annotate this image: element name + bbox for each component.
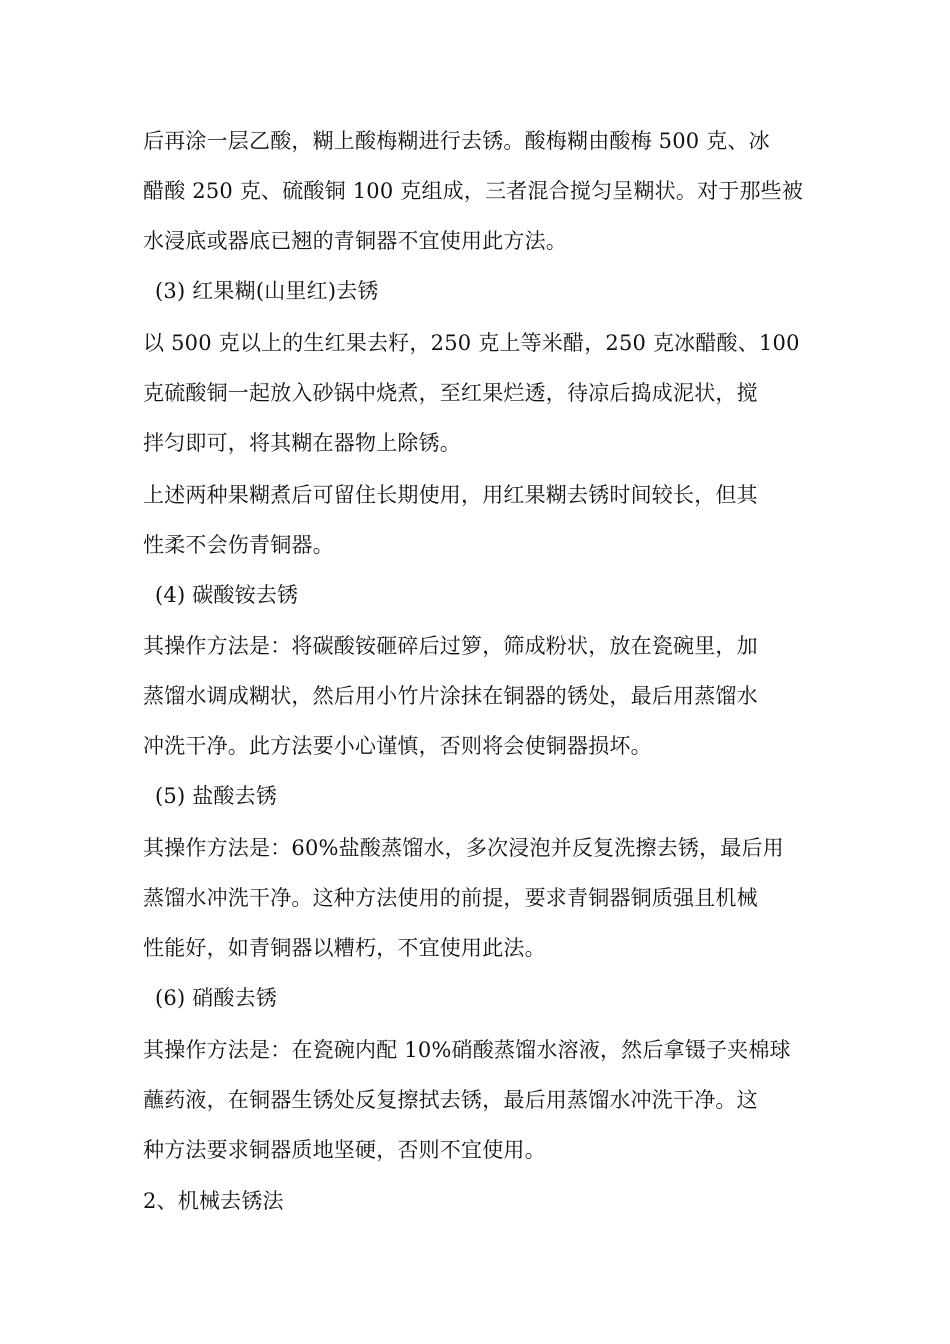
paragraph-line: 水浸底或器底已翘的青铜器不宜使用此方法。 [143, 229, 567, 253]
paragraph-line: 拌匀即可，将其糊在器物上除锈。 [143, 431, 461, 455]
subsection-heading: (6) 硝酸去锈 [155, 986, 278, 1010]
paragraph-line: 蒸馏水冲洗干净。这种方法使用的前提，要求青铜器铜质强且机械 [143, 886, 758, 910]
paragraph-line: 其操作方法是：将碳酸铵砸碎后过箩，筛成粉状，放在瓷碗里，加 [143, 634, 758, 658]
paragraph-line: 性柔不会伤青铜器。 [143, 533, 334, 557]
paragraph-line: 蘸药液，在铜器生锈处反复擦拭去锈，最后用蒸馏水冲洗干净。这 [143, 1088, 758, 1112]
paragraph-line: 种方法要求铜器质地坚硬，否则不宜使用。 [143, 1138, 546, 1162]
paragraph-line: 上述两种果糊煮后可留住长期使用，用红果糊去锈时间较长，但其 [143, 483, 758, 507]
paragraph-line: 克硫酸铜一起放入砂锅中烧煮，至红果烂透，待凉后捣成泥状，搅 [143, 381, 758, 405]
paragraph-line: 醋酸 250 克、硫酸铜 100 克组成，三者混合搅匀呈糊状。对于那些被 [143, 179, 804, 203]
subsection-heading: (4) 碳酸铵去锈 [155, 583, 299, 607]
paragraph-line: 以 500 克以上的生红果去籽，250 克上等米醋，250 克冰醋酸、100 [143, 331, 800, 355]
paragraph-line: 其操作方法是：在瓷碗内配 10%硝酸蒸馏水溶液，然后拿镊子夹棉球 [143, 1038, 791, 1062]
paragraph-line: 后再涂一层乙酸，糊上酸梅糊进行去锈。酸梅糊由酸梅 500 克、冰 [143, 129, 770, 153]
paragraph-line: 冲洗干净。此方法要小心谨慎，否则将会使铜器损坏。 [143, 734, 652, 758]
section-heading: 2、机械去锈法 [143, 1189, 284, 1213]
paragraph-line: 其操作方法是：60%盐酸蒸馏水，多次浸泡并反复洗擦去锈，最后用 [143, 836, 784, 860]
paragraph-line: 蒸馏水调成糊状，然后用小竹片涂抹在铜器的锈处，最后用蒸馏水 [143, 684, 758, 708]
subsection-heading: (3) 红果糊(山里红)去锈 [155, 279, 379, 303]
paragraph-line: 性能好，如青铜器以糟朽，不宜使用此法。 [143, 936, 546, 960]
subsection-heading: (5) 盐酸去锈 [155, 784, 278, 808]
